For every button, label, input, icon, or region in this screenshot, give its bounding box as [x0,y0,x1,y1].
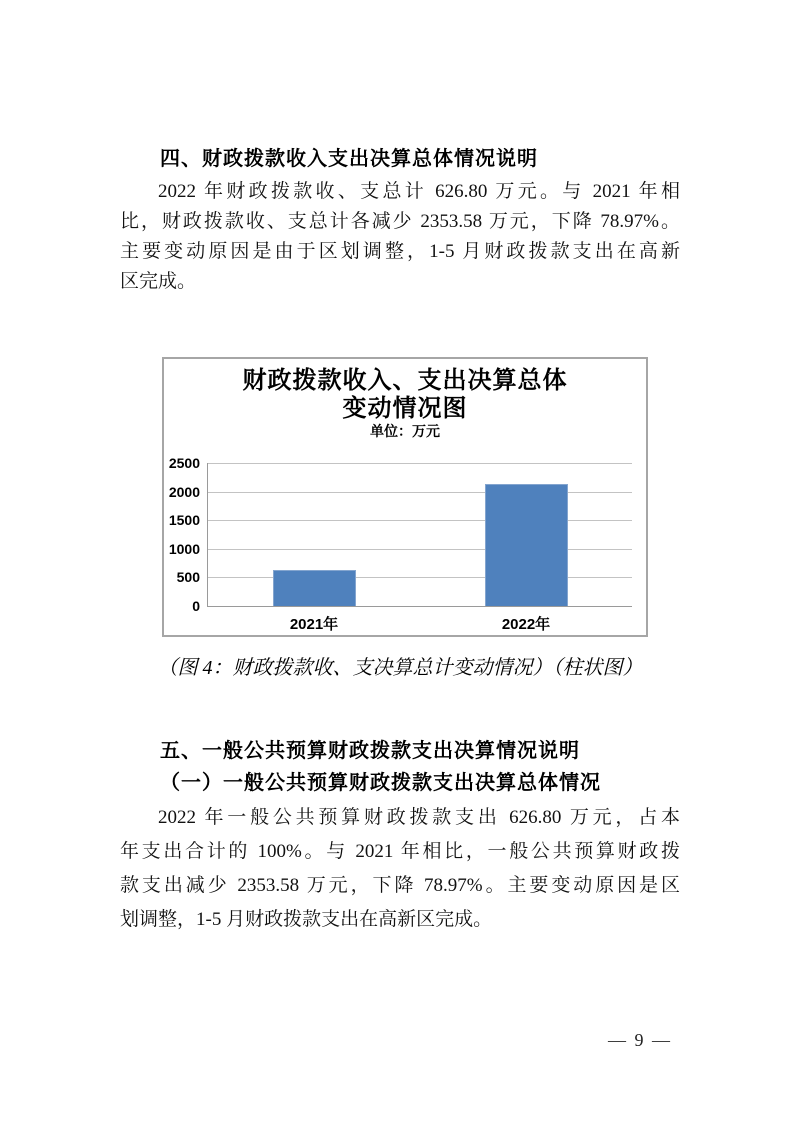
gridline [208,463,632,464]
bar-2021年 [273,570,356,606]
x-tick-label: 2022年 [501,616,551,633]
page-number: — 9 — [608,1030,672,1050]
y-tick-label: 1500 [168,512,200,529]
paragraph-line: 划调整，1-5 月财政拨款支出在高新区完成。 [120,909,493,930]
figure4-caption: （图 4：财政拨款收、支决算总计变动情况）（柱状图） [157,657,643,679]
paragraph-line: 2022 年财政拨款收、支总计 626.80 万元。与 2021 年相 [158,181,680,202]
section4-heading: 四、财政拨款收入支出决算总体情况说明 [160,148,538,170]
paragraph-line: 2022 年一般公共预算财政拨款支出 626.80 万元，占本 [158,807,680,828]
chart-plot [168,455,632,633]
section5-heading: 五、一般公共预算财政拨款支出决算情况说明 [160,740,580,762]
y-tick-label: 1000 [168,540,200,557]
section5-subheading: （一）一般公共预算财政拨款支出决算总体情况 [160,772,601,794]
gridline [208,549,632,550]
chart-title-line1: 财政拨款收入、支出决算总体 [242,368,568,394]
y-tick-label: 2500 [168,455,200,471]
paragraph-line: 区完成。 [120,271,197,292]
chart-unit-label: 单位：万元 [370,425,440,440]
paragraph-line: 主要变动原因是由于区划调整，1-5 月财政拨款支出在高新 [120,241,680,262]
chart-title-line2: 变动情况图 [342,396,468,422]
gridline [208,520,632,521]
y-tick-label: 2000 [168,483,200,500]
bar-chart [162,357,648,637]
gridline [208,492,632,493]
y-tick-label: 500 [176,569,200,586]
y-tick-label: 0 [192,598,200,614]
x-tick-label: 2021年 [289,616,339,633]
bar-2022年 [485,484,568,606]
section5-paragraph [120,801,680,937]
paragraph-line: 比，财政拨款收、支总计各减少 2353.58 万元，下降 78.97%。 [120,211,680,232]
section4-paragraph [120,177,680,297]
paragraph-line: 款支出减少 2353.58 万元，下降 78.97%。主要变动原因是区 [120,875,680,896]
paragraph-line: 年支出合计的 100%。与 2021 年相比，一般公共预算财政拨 [120,841,680,862]
